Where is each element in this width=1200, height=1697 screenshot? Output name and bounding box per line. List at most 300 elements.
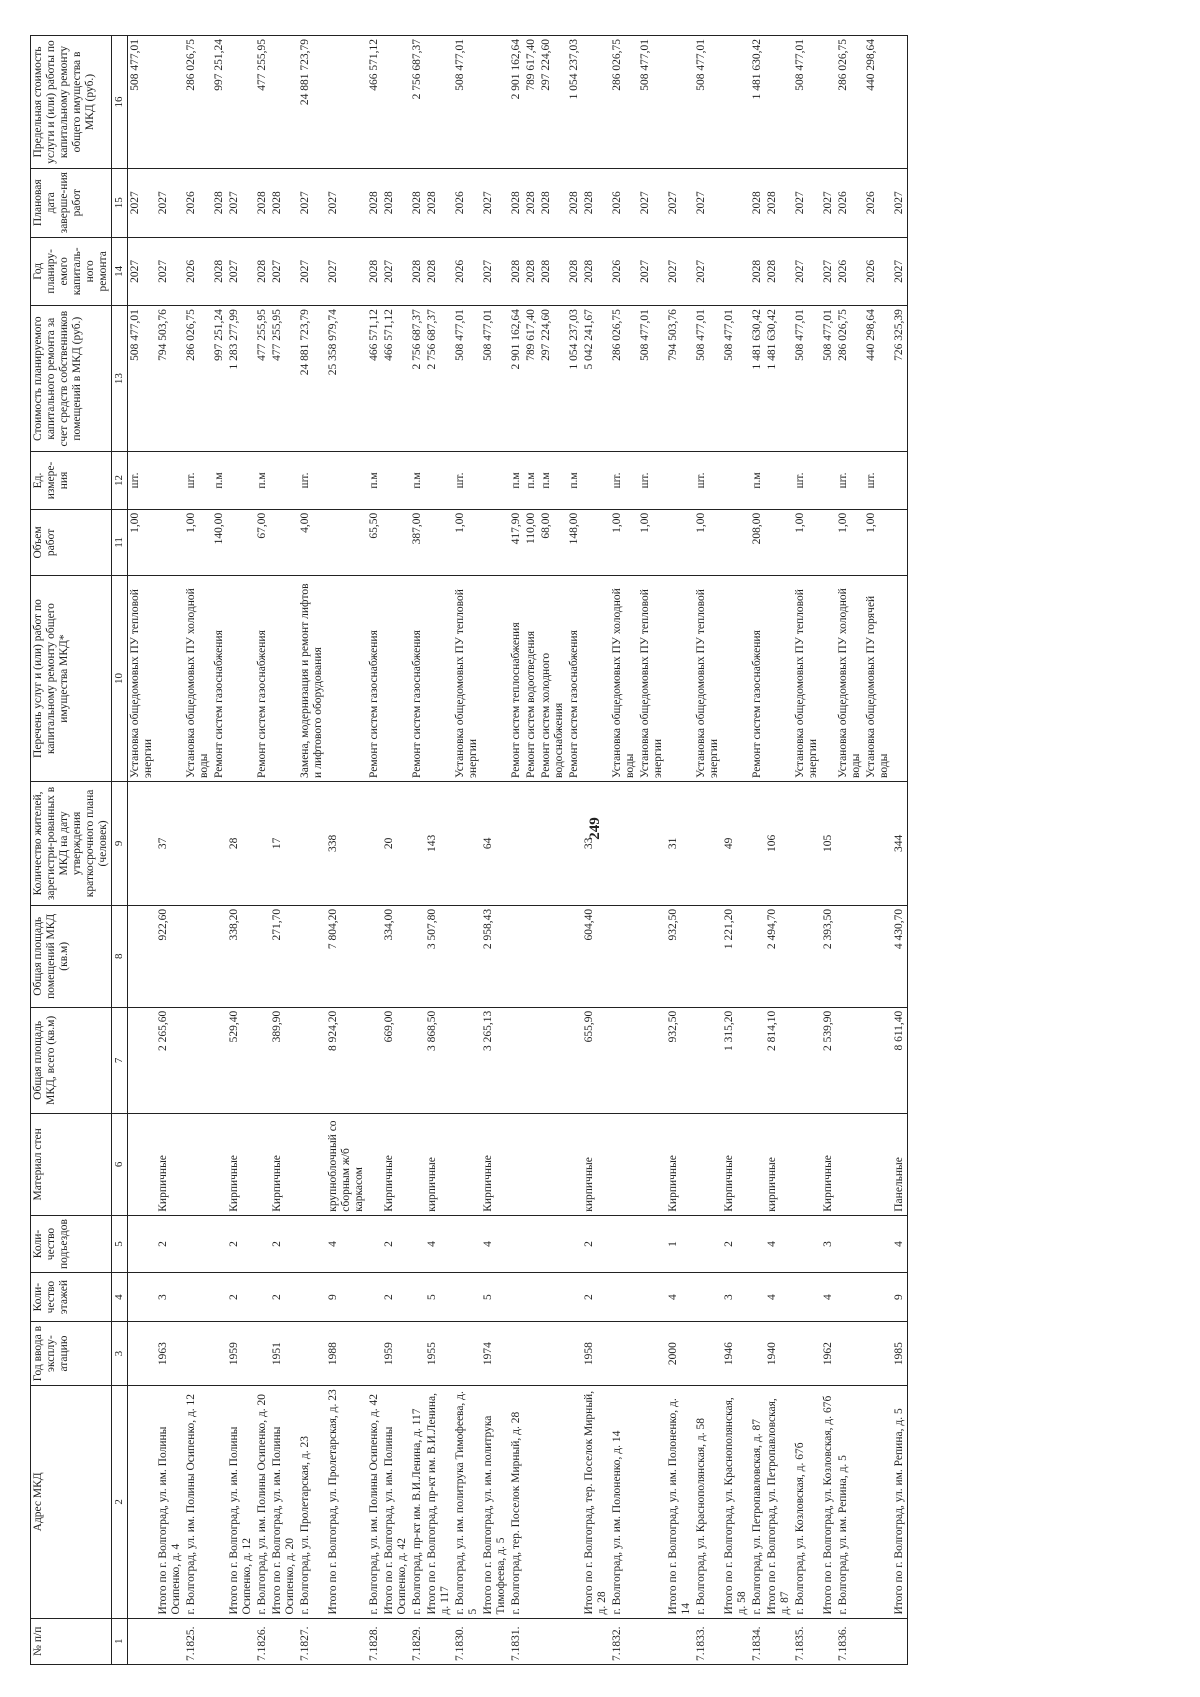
table-cell xyxy=(750,1215,765,1273)
table-cell: шт. xyxy=(793,452,821,510)
table-cell: 148,00 xyxy=(567,509,582,575)
table-cell: шт. xyxy=(453,452,481,510)
table-cell: Кирпичные xyxy=(270,1113,298,1215)
table-cell xyxy=(255,1113,270,1215)
table-cell: 49 xyxy=(722,781,750,905)
table-row xyxy=(410,36,425,1665)
column-number: 1 xyxy=(112,1618,128,1664)
column-header: Общая площадь МКД, всего (кв.м) xyxy=(31,1007,112,1113)
table-cell xyxy=(410,1113,425,1215)
table-cell xyxy=(582,576,610,782)
table-cell xyxy=(270,509,298,575)
table-cell xyxy=(524,1007,539,1113)
table-cell xyxy=(582,1618,610,1664)
table-cell xyxy=(694,1273,722,1322)
table-cell xyxy=(128,1321,157,1385)
table-cell: 1 221,20 xyxy=(722,905,750,1007)
table-cell: 1959 xyxy=(382,1321,410,1385)
table-cell xyxy=(227,36,255,169)
table-cell: шт. xyxy=(864,452,892,510)
table-cell: 2027 xyxy=(156,168,184,237)
table-cell xyxy=(666,452,694,510)
table-cell xyxy=(694,1113,722,1215)
table-cell: 297 224,60 xyxy=(539,36,567,169)
table-cell: Итого по г. Волгоград, ул. им. Репина, д. 5 xyxy=(892,1386,908,1618)
table-cell: 2027 xyxy=(382,237,410,306)
column-number: 3 xyxy=(112,1321,128,1385)
table-cell: шт. xyxy=(128,452,157,510)
table-cell xyxy=(864,1273,892,1322)
table-cell xyxy=(184,1007,212,1113)
table-cell xyxy=(539,1113,567,1215)
table-cell: 2027 xyxy=(694,168,722,237)
table-cell: 7.1827. xyxy=(298,1618,326,1664)
table-cell xyxy=(453,1321,481,1385)
table-cell xyxy=(128,1273,157,1322)
table-cell: 4 xyxy=(481,1215,509,1273)
table-row xyxy=(638,36,666,1665)
table-cell: 2027 xyxy=(227,237,255,306)
table-cell: 2028 xyxy=(509,168,524,237)
table-cell xyxy=(722,1618,750,1664)
table-cell xyxy=(821,1618,836,1664)
table-cell xyxy=(793,905,821,1007)
table-cell xyxy=(567,1321,582,1385)
table-cell: 2 814,10 xyxy=(765,1007,793,1113)
table-cell xyxy=(567,781,582,905)
column-number: 10 xyxy=(112,576,128,782)
table-cell: 338,20 xyxy=(227,905,255,1007)
table-cell: 508 477,01 xyxy=(694,306,722,452)
table-cell: 794 503,76 xyxy=(666,306,694,452)
table-cell: Установка общедомовых ПУ холодной воды xyxy=(184,576,212,782)
table-cell: Замена, модернизация и ремонт лифтов и лифтового оборудования xyxy=(298,576,326,782)
table-cell: 726 325,39 xyxy=(892,306,908,452)
table-cell: Итого по г. Волгоград, ул. им. политрука Тимофеева, д. 5 xyxy=(481,1386,509,1618)
table-cell xyxy=(836,1215,864,1273)
table-cell: 2028 xyxy=(425,168,453,237)
table-cell: 2027 xyxy=(156,237,184,306)
table-cell xyxy=(298,781,326,905)
table-cell xyxy=(184,1273,212,1322)
table-cell: г. Волгоград, ул. им. Полины Осипенко, д. 42 xyxy=(367,1386,382,1618)
table-cell xyxy=(128,1113,157,1215)
table-cell xyxy=(298,1113,326,1215)
table-cell xyxy=(524,905,539,1007)
table-cell: 9 xyxy=(892,1273,908,1322)
table-cell: 1 054 237,03 xyxy=(567,306,582,452)
table-cell: 297 224,60 xyxy=(539,306,567,452)
table-cell xyxy=(326,1618,367,1664)
table-cell: кирпичные xyxy=(425,1113,453,1215)
table-cell: 2028 xyxy=(255,237,270,306)
table-cell xyxy=(255,781,270,905)
table-cell: 997 251,24 xyxy=(212,36,227,169)
table-cell xyxy=(481,36,509,169)
column-number-row xyxy=(112,36,128,1665)
table-cell: Установка общедомовых ПУ тепловой энергии xyxy=(453,576,481,782)
table-cell xyxy=(367,1321,382,1385)
table-cell xyxy=(750,1007,765,1113)
table-row xyxy=(156,36,184,1665)
table-row xyxy=(539,36,567,1665)
table-cell: 1946 xyxy=(722,1321,750,1385)
column-number: 7 xyxy=(112,1007,128,1113)
column-number: 14 xyxy=(112,237,128,306)
table-cell: п.м xyxy=(410,452,425,510)
table-cell: Кирпичные xyxy=(722,1113,750,1215)
column-header: Количество жителей, зарегистри-рованных в МКД на дату утверждения краткосрочного плана (человек) xyxy=(31,781,112,905)
table-cell: Итого по г. Волгоград, ул. им. Полоненко, д. 14 xyxy=(666,1386,694,1618)
table-cell xyxy=(694,905,722,1007)
table-cell xyxy=(367,781,382,905)
table-cell xyxy=(765,576,793,782)
table-cell: 932,50 xyxy=(666,905,694,1007)
table-cell: 2028 xyxy=(539,168,567,237)
table-cell xyxy=(610,1321,638,1385)
table-cell xyxy=(864,905,892,1007)
table-cell: 2027 xyxy=(821,237,836,306)
table-cell: 4 xyxy=(425,1215,453,1273)
table-cell: 2028 xyxy=(212,237,227,306)
table-cell xyxy=(765,1618,793,1664)
table-cell: 466 571,12 xyxy=(367,306,382,452)
table-cell xyxy=(750,905,765,1007)
table-cell: 508 477,01 xyxy=(694,36,722,169)
table-cell: Ремонт систем газоснабжения xyxy=(410,576,425,782)
table-cell xyxy=(481,1618,509,1664)
table-cell: 4 xyxy=(892,1215,908,1273)
table-cell xyxy=(509,1215,524,1273)
table-row xyxy=(326,36,367,1665)
table-cell xyxy=(864,1618,892,1664)
table-cell: крупноблочный со сборным ж/б каркасом xyxy=(326,1113,367,1215)
table-cell: 1 054 237,03 xyxy=(567,36,582,169)
table-cell: 143 xyxy=(425,781,453,905)
table-cell: г. Волгоград, ул. им. Полины Осипенко, д. 12 xyxy=(184,1386,212,1618)
table-cell: 2028 xyxy=(750,168,765,237)
table-cell xyxy=(750,1113,765,1215)
table-cell xyxy=(836,905,864,1007)
table-cell xyxy=(509,905,524,1007)
table-cell xyxy=(765,452,793,510)
table-cell xyxy=(410,1273,425,1322)
table-cell: 65,50 xyxy=(367,509,382,575)
table-cell xyxy=(750,1273,765,1322)
table-cell: 1959 xyxy=(227,1321,255,1385)
table-cell xyxy=(539,1618,567,1664)
table-cell: 2028 xyxy=(410,168,425,237)
table-cell: Установка общедомовых ПУ тепловой энергии xyxy=(694,576,722,782)
table-cell: шт. xyxy=(610,452,638,510)
table-cell xyxy=(539,1273,567,1322)
table-cell: 31 xyxy=(666,781,694,905)
table-cell xyxy=(864,1007,892,1113)
table-cell: 2000 xyxy=(666,1321,694,1385)
table-cell: 2028 xyxy=(255,168,270,237)
table-cell: 7.1835. xyxy=(793,1618,821,1664)
table-cell: 4 xyxy=(765,1215,793,1273)
table-cell: 8 611,40 xyxy=(892,1007,908,1113)
table-cell: 477 255,95 xyxy=(255,306,270,452)
table-cell xyxy=(638,1215,666,1273)
table-cell: Итого по г. Волгоград, ул. им. Полины Осипенко, д. 4 xyxy=(156,1386,184,1618)
table-cell: 286 026,75 xyxy=(184,306,212,452)
table-cell: 389,90 xyxy=(270,1007,298,1113)
table-cell: 3 868,50 xyxy=(425,1007,453,1113)
column-header: Перечень услуг и (или) работ по капитальному ремонту общего имущества МКД* xyxy=(31,576,112,782)
table-cell: 7.1831. xyxy=(509,1618,524,1664)
table-cell: 922,60 xyxy=(156,905,184,1007)
table-cell: 7.1834. xyxy=(750,1618,765,1664)
table-cell: 2 494,70 xyxy=(765,905,793,1007)
table-cell: г. Волгоград, ул. им. Полины Осипенко, д. 20 xyxy=(255,1386,270,1618)
table-cell: 508 477,01 xyxy=(793,306,821,452)
table-cell xyxy=(453,1007,481,1113)
table-cell: г. Волгоград, ул. Пролетарская, д. 23 xyxy=(298,1386,326,1618)
table-cell: 286 026,75 xyxy=(836,36,864,169)
table-cell xyxy=(750,1321,765,1385)
table-cell: 2027 xyxy=(638,237,666,306)
table-cell: Итого по г. Волгоград, ул. Пролетарская, д. 23 xyxy=(326,1386,367,1618)
table-cell xyxy=(638,1321,666,1385)
table-row xyxy=(270,36,298,1665)
table-cell: Ремонт систем газоснабжения xyxy=(750,576,765,782)
table-cell: 2026 xyxy=(453,237,481,306)
table-cell: 2027 xyxy=(638,168,666,237)
table-cell: 2 901 162,64 xyxy=(509,306,524,452)
table-cell: 1,00 xyxy=(694,509,722,575)
table-cell xyxy=(793,781,821,905)
table-cell: 7.1830. xyxy=(453,1618,481,1664)
table-row xyxy=(750,36,765,1665)
table-cell: 1 481 630,42 xyxy=(765,306,793,452)
table-cell: 1 283 277,99 xyxy=(227,306,255,452)
table-cell: 7.1832. xyxy=(610,1618,638,1664)
table-cell: 508 477,01 xyxy=(481,306,509,452)
table-cell xyxy=(298,1007,326,1113)
column-header: Объем работ xyxy=(31,509,112,575)
table-cell xyxy=(382,509,410,575)
table-cell: 1,00 xyxy=(836,509,864,575)
table-cell xyxy=(270,576,298,782)
table-cell: шт. xyxy=(638,452,666,510)
table-cell xyxy=(509,1113,524,1215)
table-cell: 24 881 723,79 xyxy=(298,306,326,452)
table-cell: 2 xyxy=(722,1215,750,1273)
table-cell: Итого по г. Волгоград, ул. Козловская, д. 67б xyxy=(821,1386,836,1618)
table-cell: 2027 xyxy=(326,168,367,237)
table-cell: 1 481 630,42 xyxy=(750,36,765,169)
table-cell: п.м xyxy=(567,452,582,510)
table-cell xyxy=(567,1273,582,1322)
table-cell xyxy=(524,1618,539,1664)
table-cell xyxy=(410,1321,425,1385)
column-header: Предельная стоимость услуги и (или) работы по капитальному ремонту общего имущества в МКД (руб.) xyxy=(31,36,112,169)
table-cell: г. Волгоград, ул. им. политрука Тимофеева, д. 5 xyxy=(453,1386,481,1618)
table-row xyxy=(582,36,610,1665)
table-row xyxy=(793,36,821,1665)
table-cell: 3 xyxy=(722,1273,750,1322)
table-cell: 477 255,95 xyxy=(270,306,298,452)
table-cell: 508 477,01 xyxy=(453,36,481,169)
table-cell xyxy=(892,576,908,782)
table-cell xyxy=(270,1618,298,1664)
table-cell: 7 804,20 xyxy=(326,905,367,1007)
table-cell xyxy=(425,1618,453,1664)
table-cell: 440 298,64 xyxy=(864,36,892,169)
table-cell xyxy=(582,452,610,510)
table-cell xyxy=(539,1007,567,1113)
table-cell xyxy=(425,509,453,575)
column-number: 4 xyxy=(112,1273,128,1322)
table-cell: Итого по г. Волгоград, ул. Краснополянская, д. 58 xyxy=(722,1386,750,1618)
table-cell: 2 xyxy=(582,1215,610,1273)
table-cell: п.м xyxy=(255,452,270,510)
table-cell xyxy=(367,905,382,1007)
table-cell xyxy=(864,1215,892,1273)
table-cell: шт. xyxy=(184,452,212,510)
table-cell: 2026 xyxy=(610,237,638,306)
column-number: 2 xyxy=(112,1386,128,1618)
table-cell: 2028 xyxy=(582,237,610,306)
table-cell: 477 255,95 xyxy=(255,36,270,169)
table-cell xyxy=(156,452,184,510)
table-cell xyxy=(892,509,908,575)
table-cell: 2028 xyxy=(750,237,765,306)
table-row xyxy=(367,36,382,1665)
table-cell xyxy=(212,1215,227,1273)
table-cell xyxy=(750,781,765,905)
table-cell xyxy=(793,1273,821,1322)
table-cell xyxy=(156,1618,184,1664)
table-cell: 1958 xyxy=(582,1321,610,1385)
table-cell: Установка общедомовых ПУ тепловой энергии xyxy=(638,576,666,782)
table-cell xyxy=(582,36,610,169)
table-cell: 105 xyxy=(821,781,836,905)
table-cell: Установка общедомовых ПУ тепловой энергии xyxy=(793,576,821,782)
table-cell: 387,00 xyxy=(410,509,425,575)
table-cell: 2028 xyxy=(765,237,793,306)
table-cell: 3 507,80 xyxy=(425,905,453,1007)
table-cell: 2027 xyxy=(821,168,836,237)
table-cell xyxy=(765,36,793,169)
table-cell xyxy=(509,1321,524,1385)
table-cell: 2 756 687,37 xyxy=(410,36,425,169)
table-cell: п.м xyxy=(367,452,382,510)
table-cell: г. Волгоград, ул. им. Полоненко, д. 14 xyxy=(610,1386,638,1618)
table-cell xyxy=(509,1007,524,1113)
table-cell xyxy=(382,452,410,510)
table-cell: Установка общедомовых ПУ холодной воды xyxy=(610,576,638,782)
table-cell xyxy=(255,1007,270,1113)
column-number: 16 xyxy=(112,36,128,169)
table-row xyxy=(864,36,892,1665)
table-row xyxy=(255,36,270,1665)
column-header: № п/п xyxy=(31,1618,112,1664)
table-cell xyxy=(524,1215,539,1273)
table-cell xyxy=(722,452,750,510)
table-cell xyxy=(410,781,425,905)
table-cell xyxy=(539,1215,567,1273)
table-cell: 286 026,75 xyxy=(610,306,638,452)
table-cell: 2027 xyxy=(666,237,694,306)
table-cell xyxy=(212,1007,227,1113)
table-cell xyxy=(864,1321,892,1385)
table-cell: 2027 xyxy=(481,168,509,237)
table-cell xyxy=(382,36,410,169)
table-cell: кирпичные xyxy=(582,1113,610,1215)
table-cell: 2027 xyxy=(270,237,298,306)
table-cell: 7.1833. xyxy=(694,1618,722,1664)
table-cell xyxy=(539,1321,567,1385)
table-cell: 508 477,01 xyxy=(821,306,836,452)
table-cell: шт. xyxy=(298,452,326,510)
table-cell: 2027 xyxy=(298,237,326,306)
table-cell xyxy=(524,781,539,905)
table-cell xyxy=(298,905,326,1007)
table-cell: 2028 xyxy=(524,237,539,306)
table-cell xyxy=(367,1215,382,1273)
table-cell: 932,50 xyxy=(666,1007,694,1113)
table-cell xyxy=(836,781,864,905)
table-cell: Итого по г. Волгоград, ул. им. Полины Осипенко, д. 20 xyxy=(270,1386,298,1618)
table-cell xyxy=(638,1273,666,1322)
table-cell xyxy=(567,905,582,1007)
table-cell xyxy=(227,576,255,782)
table-cell: 2 756 687,37 xyxy=(410,306,425,452)
table-cell xyxy=(128,781,157,905)
table-cell: 2 xyxy=(382,1273,410,1322)
table-row xyxy=(128,36,157,1665)
table-cell xyxy=(410,905,425,1007)
table-row xyxy=(298,36,326,1665)
table-cell: 4 xyxy=(765,1273,793,1322)
table-cell: 2 xyxy=(227,1215,255,1273)
table-cell xyxy=(453,1215,481,1273)
table-cell xyxy=(255,1321,270,1385)
table-cell xyxy=(539,905,567,1007)
table-cell: 604,40 xyxy=(582,905,610,1007)
table-cell: 2028 xyxy=(367,237,382,306)
table-cell xyxy=(156,576,184,782)
capital-repair-table xyxy=(30,35,908,1665)
table-cell xyxy=(524,1273,539,1322)
table-cell xyxy=(638,1386,666,1618)
table-cell xyxy=(184,781,212,905)
table-cell: 2 xyxy=(582,1273,610,1322)
table-cell xyxy=(212,1113,227,1215)
table-cell: 271,70 xyxy=(270,905,298,1007)
table-cell: Ремонт систем газоснабжения xyxy=(367,576,382,782)
table-cell xyxy=(298,1215,326,1273)
table-cell xyxy=(128,905,157,1007)
column-number: 6 xyxy=(112,1113,128,1215)
table-cell: 286 026,75 xyxy=(836,306,864,452)
table-cell: п.м xyxy=(212,452,227,510)
table-cell: 2026 xyxy=(184,168,212,237)
table-cell xyxy=(567,1618,582,1664)
table-cell xyxy=(367,1273,382,1322)
table-cell: 1 481 630,42 xyxy=(750,306,765,452)
table-cell: 466 571,12 xyxy=(382,306,410,452)
table-cell xyxy=(453,905,481,1007)
table-cell: 1 315,20 xyxy=(722,1007,750,1113)
table-cell: кирпичные xyxy=(765,1113,793,1215)
table-cell: 2 xyxy=(270,1273,298,1322)
table-cell xyxy=(212,781,227,905)
table-cell xyxy=(382,576,410,782)
